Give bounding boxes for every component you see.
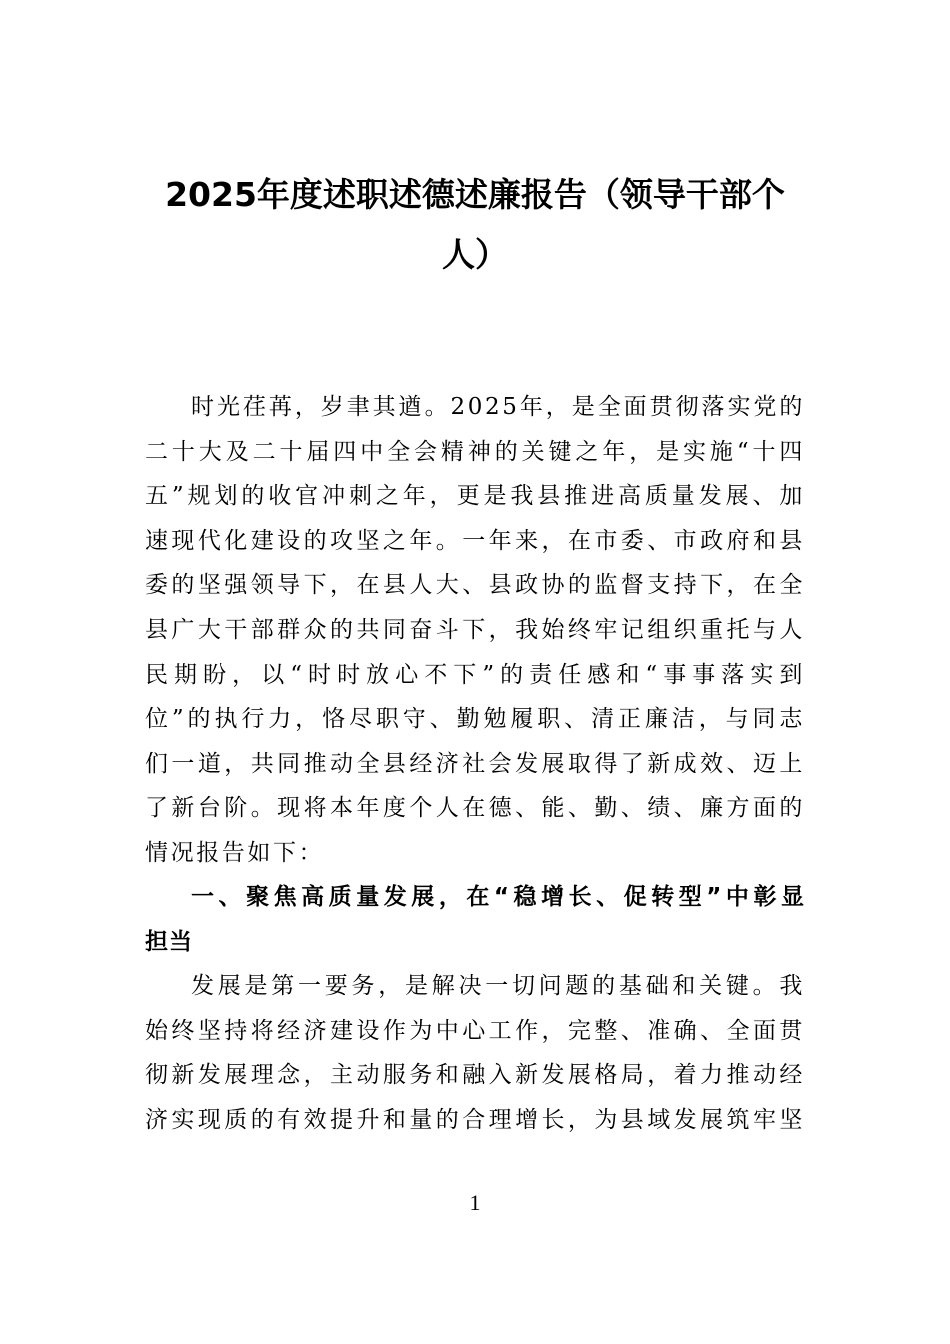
text-line: 委的坚强领导下，在县人大、县政协的监督支持下，在全 — [145, 572, 805, 599]
text-line: 县广大干部群众的共同奋斗下，我始终牢记组织重托与人 — [145, 616, 805, 643]
title-line-1: 2025年度述职述德述廉报告（领导干部个 — [165, 175, 785, 214]
text-line: 彻新发展理念，主动服务和融入新发展格局，着力推动经 — [145, 1062, 805, 1089]
text-line: 了新台阶。现将本年度个人在德、能、勤、绩、廉方面的 — [145, 795, 805, 822]
page-number: 1 — [469, 1190, 481, 1215]
section-1-paragraph — [145, 964, 805, 1142]
title-line-2: 人） — [442, 235, 508, 274]
text-line: 发展是第一要务，是解决一切问题的基础和关键。我 — [191, 973, 805, 999]
text-line: 速现代化建设的攻坚之年。一年来，在市委、市政府和县 — [145, 527, 805, 554]
text-line: 始终坚持将经济建设作为中心工作，完整、准确、全面贯 — [145, 1017, 805, 1044]
text-line: 时光荏苒，岁聿其遒。2025年，是全面贯彻落实党的 — [191, 394, 805, 420]
text-line: 情况报告如下： — [145, 839, 325, 866]
text-line: 位”的执行力，恪尽职守、勤勉履职、清正廉洁，与同志 — [145, 706, 805, 733]
text-line: 二十大及二十届四中全会精神的关键之年，是实施“十四 — [145, 438, 805, 465]
text-line: 们一道，共同推动全县经济社会发展取得了新成效、迈上 — [145, 750, 805, 777]
text-line: 济实现质的有效提升和量的合理增长，为县域发展筑牢坚 — [145, 1106, 805, 1133]
section-1-heading — [145, 875, 805, 964]
heading-line: 担当 — [145, 928, 193, 955]
text-line: 民期盼，以“时时放心不下”的责任感和“事事落实到 — [145, 661, 805, 688]
heading-line: 一、聚焦高质量发展，在“稳增长、促转型”中彰显 — [191, 884, 805, 910]
document-title — [145, 165, 805, 285]
intro-paragraph — [145, 385, 805, 876]
text-line: 五”规划的收官冲刺之年，更是我县推进高质量发展、加 — [145, 483, 805, 510]
